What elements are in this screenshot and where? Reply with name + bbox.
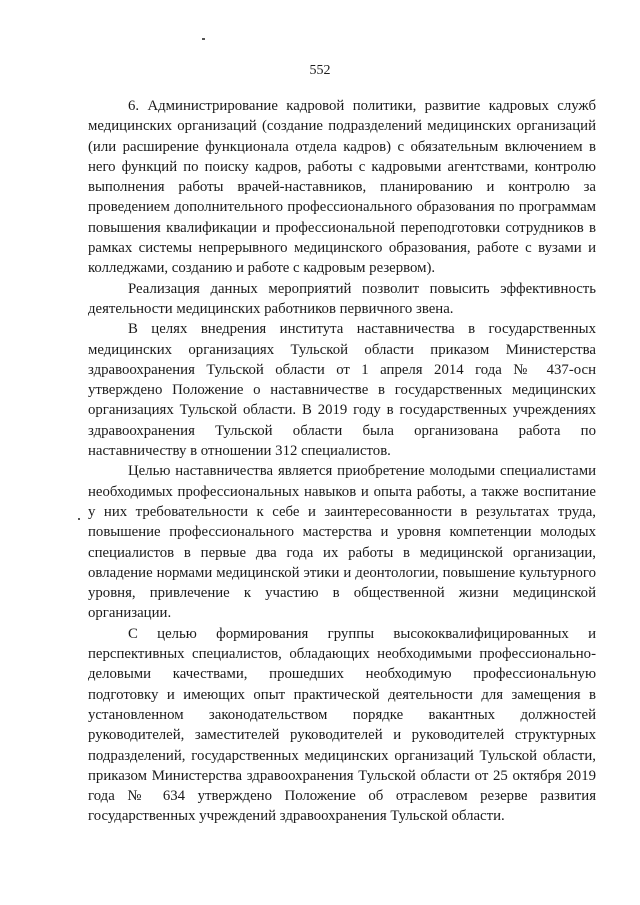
paragraph-personnel-reserve: С целью формирования группы высококвалифицированных и перспективных специалистов, обладающих необходимыми профессионально-деловыми качествами, прошедших необходимую профессиональную подготовку и имеющих опыт практической деятельности для замещения в установленном законодательством порядке вакантных должностей руководителей, заместителей руководителей и руководителей структурных подразделений, государственных медицинских организаций Тульской области, приказом Министерства здравоохранения Тульской области от 25 октября 2019 года № 634 утверждено Положение об отраслевом резерве развития государственных учреждений здравоохранения Тульской области. (88, 625, 596, 825)
paragraph-implementation: Реализация данных мероприятий позволит повысить эффективность деятельности медицинских работников первичного звена. (88, 280, 596, 317)
page-number: 552 (309, 63, 331, 78)
scan-speck (78, 518, 80, 520)
paragraph-mentoring-institute: В целях внедрения института наставничества в государственных медицинских организациях Тульской области приказом Министерства здравоохранения Тульской области от 1 апреля 2014 года № 437-осн утверждено Положение о наставничестве в государственных медицинских организациях Тульской области. В 2019 году в государственных учреждениях здравоохранения Тульской области была организована работа по наставничеству в отношении 312 специалистов. (88, 321, 596, 460)
paragraph-mentoring-goal: Целью наставничества является приобретение молодыми специалистами необходимых профессиональных навыков и опыта работы, а также воспитание у них требовательности к себе и заинтересованности в результатах труда, повышение профессионального мастерства и уровня компетенции молодых специалистов в первые два года их работы в медицинской организации, овладение нормами медицинской этики и деонтологии, повышение культурного уровня, привлечение к участию в общественной жизни медицинской организации. (88, 463, 596, 622)
paragraph-hr-policy: 6. Администрирование кадровой политики, развитие кадровых служб медицинских организаций (создание подразделений медицинских организаций (или расширение функционала отдела кадров) с обязательным включением в него функций по поиску кадров, работы с кадровыми агентствами, контролю выполнения работы врачей-наставников, планированию и контролю за проведением дополнительного профессионального образования по программам повышения квалификации и профессиональной переподготовки сотрудников в рамках системы непрерывного медицинского образования, работе с вузами и колледжами, созданию и работе с кадровым резервом). (88, 98, 596, 277)
document-body (88, 96, 596, 827)
scan-speck (202, 38, 205, 40)
